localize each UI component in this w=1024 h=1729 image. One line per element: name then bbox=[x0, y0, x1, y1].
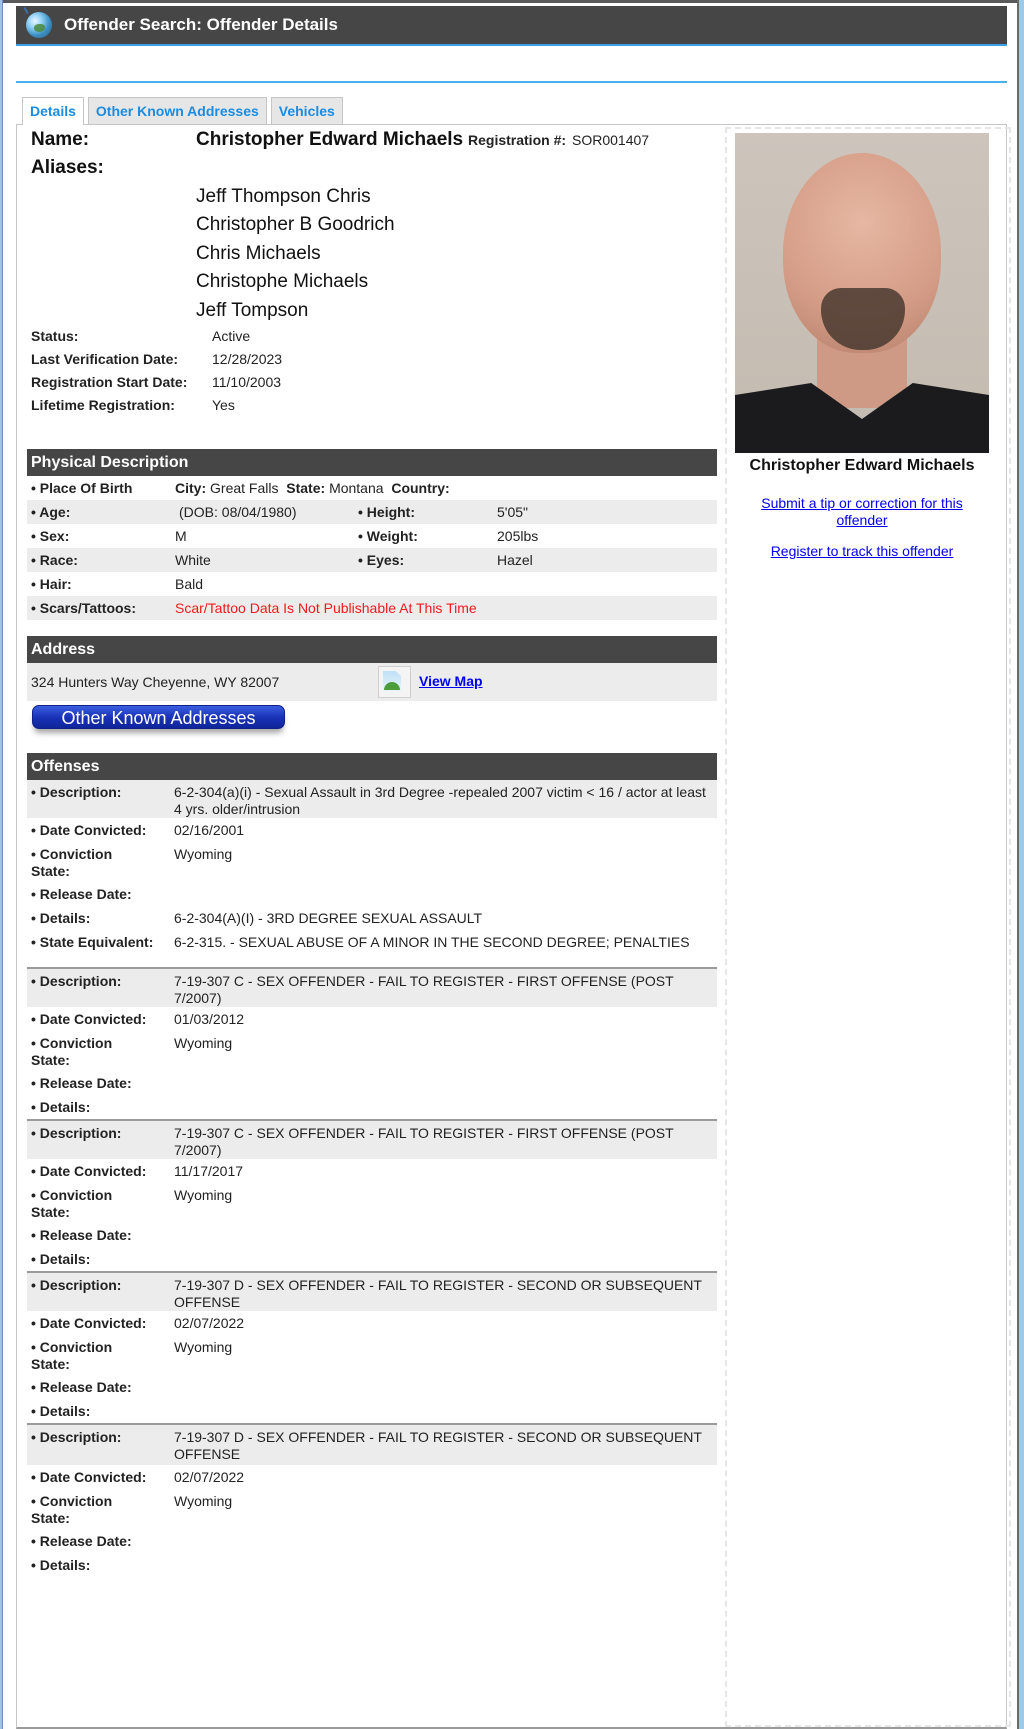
submit-tip-link[interactable]: Submit a tip or correction for this offender bbox=[761, 495, 963, 528]
conviction-state-label: • Conviction State: bbox=[31, 1187, 113, 1220]
last-verification-label: Last Verification Date: bbox=[31, 351, 179, 367]
state-value: Montana bbox=[329, 480, 384, 496]
aliases-label: Aliases: bbox=[31, 157, 104, 178]
description-label: • Description: bbox=[31, 1429, 122, 1445]
registration-start-label: Registration Start Date: bbox=[31, 374, 188, 390]
alias-item: Jeff Thompson Chris bbox=[196, 186, 371, 207]
page-title-bar bbox=[16, 6, 1007, 46]
offense-date-row bbox=[27, 1007, 717, 1031]
place-of-birth-row bbox=[27, 476, 717, 500]
offense-description-row bbox=[27, 1423, 717, 1465]
date-convicted-value: 02/07/2022 bbox=[174, 1469, 245, 1485]
details-label: • Details: bbox=[31, 1557, 91, 1573]
date-convicted-label: • Date Convicted: bbox=[31, 1163, 147, 1179]
view-map-link[interactable]: View Map bbox=[419, 673, 483, 689]
registration-start-value: 11/10/2003 bbox=[212, 374, 282, 390]
details-label: • Details: bbox=[31, 1099, 91, 1115]
sex-label: • Sex: bbox=[31, 528, 70, 544]
age-value: (DOB: 08/04/1980) bbox=[179, 504, 297, 520]
date-convicted-value: 02/16/2001 bbox=[174, 822, 245, 838]
hair-row bbox=[27, 572, 717, 596]
offense-date-row bbox=[27, 818, 717, 842]
physical-description-header: Physical Description bbox=[27, 449, 717, 476]
place-of-birth-label: • Place Of Birth bbox=[31, 480, 133, 496]
lifetime-registration-label: Lifetime Registration: bbox=[31, 397, 175, 413]
lifetime-registration-row bbox=[31, 397, 235, 413]
description-value: 7-19-307 D - SEX OFFENDER - FAIL TO REGISTER - SECOND OR SUBSEQUENT OFFENSE bbox=[174, 1429, 702, 1462]
details-panel bbox=[16, 124, 1007, 1729]
sex-weight-row bbox=[27, 524, 717, 548]
country-label: Country: bbox=[391, 480, 450, 496]
release-date-label: • Release Date: bbox=[31, 1075, 132, 1091]
alias-item: Chris Michaels bbox=[196, 243, 321, 264]
alias-item: Christopher B Goodrich bbox=[196, 214, 395, 235]
offense-state-row bbox=[27, 1031, 717, 1071]
offense-release-row bbox=[27, 1223, 717, 1247]
age-height-row bbox=[27, 500, 717, 524]
date-convicted-label: • Date Convicted: bbox=[31, 1469, 147, 1485]
offense-details-row bbox=[27, 1247, 717, 1271]
date-convicted-value: 01/03/2012 bbox=[174, 1011, 245, 1027]
release-date-label: • Release Date: bbox=[31, 1379, 132, 1395]
scars-tattoos-row bbox=[27, 596, 717, 620]
conviction-state-label: • Conviction State: bbox=[31, 1035, 113, 1068]
details-label: • Details: bbox=[31, 1403, 91, 1419]
address-line: 324 Hunters Way Cheyenne, WY 82007 bbox=[31, 674, 280, 690]
offense-details-row bbox=[27, 1399, 717, 1423]
status-label: Status: bbox=[31, 328, 79, 344]
alias-item: Christophe Michaels bbox=[196, 271, 369, 292]
conviction-state-value: Wyoming bbox=[174, 1187, 233, 1203]
state-label: State: bbox=[286, 480, 326, 496]
offense-release-row bbox=[27, 882, 717, 906]
conviction-state-label: • Conviction State: bbox=[31, 1339, 113, 1372]
offenses-header: Offenses bbox=[27, 753, 717, 780]
status-row bbox=[31, 328, 250, 344]
release-date-label: • Release Date: bbox=[31, 1227, 132, 1243]
scars-tattoos-value: Scar/Tattoo Data Is Not Publishable At This Time bbox=[175, 600, 477, 616]
name-label: Name: bbox=[31, 129, 90, 150]
city-label: City: bbox=[175, 480, 207, 496]
description-label: • Description: bbox=[31, 1277, 122, 1293]
race-eyes-row bbox=[27, 548, 717, 572]
status-value: Active bbox=[212, 328, 251, 344]
description-label: • Description: bbox=[31, 784, 122, 800]
offender-name: Christopher Edward Michaels bbox=[196, 129, 464, 150]
conviction-state-value: Wyoming bbox=[174, 846, 233, 862]
hair-value: Bald bbox=[175, 576, 204, 592]
hair-label: • Hair: bbox=[31, 576, 72, 592]
description-label: • Description: bbox=[31, 1125, 122, 1141]
release-date-label: • Release Date: bbox=[31, 1533, 132, 1549]
conviction-state-value: Wyoming bbox=[174, 1035, 233, 1051]
race-label: • Race: bbox=[31, 552, 78, 568]
window-top-border bbox=[0, 0, 1024, 3]
date-convicted-label: • Date Convicted: bbox=[31, 1315, 147, 1331]
offense-description-row bbox=[27, 780, 717, 818]
offense-details-row bbox=[27, 1095, 717, 1119]
age-label: • Age: bbox=[31, 504, 71, 520]
offense-state-row bbox=[27, 1183, 717, 1223]
eyes-value: Hazel bbox=[497, 552, 533, 568]
offense-state-row bbox=[27, 842, 717, 882]
offense-description-row bbox=[27, 967, 717, 1007]
weight-label: • Weight: bbox=[358, 528, 418, 544]
description-value: 6-2-304(a)(i) - Sexual Assault in 3rd Degree -repealed 2007 victim < 16 / actor at least 4 yrs. older/intrusion bbox=[174, 784, 706, 817]
offense-description-row bbox=[27, 1271, 717, 1311]
description-value: 7-19-307 C - SEX OFFENDER - FAIL TO REGISTER - FIRST OFFENSE (POST 7/2007) bbox=[174, 1125, 674, 1158]
details-label: • Details: bbox=[31, 1251, 91, 1267]
description-value: 7-19-307 D - SEX OFFENDER - FAIL TO REGISTER - SECOND OR SUBSEQUENT OFFENSE bbox=[174, 1277, 702, 1310]
offense-state-row bbox=[27, 1489, 717, 1529]
conviction-state-label: • Conviction State: bbox=[31, 846, 113, 879]
release-date-label: • Release Date: bbox=[31, 886, 132, 902]
height-label: • Height: bbox=[358, 504, 416, 520]
offense-date-row bbox=[27, 1159, 717, 1183]
date-convicted-value: 11/17/2017 bbox=[174, 1163, 244, 1179]
registration-number: SOR001407 bbox=[572, 132, 650, 148]
tab-bar bbox=[22, 97, 343, 125]
offender-photo-sidebar bbox=[725, 127, 1011, 1727]
sex-value: M bbox=[175, 528, 187, 544]
offense-release-row bbox=[27, 1071, 717, 1095]
details-value: 6-2-304(A)(I) - 3RD DEGREE SEXUAL ASSAULT bbox=[174, 910, 483, 926]
globe-icon bbox=[26, 12, 52, 38]
offense-date-row bbox=[27, 1465, 717, 1489]
date-convicted-label: • Date Convicted: bbox=[31, 1011, 147, 1027]
height-value: 5'05" bbox=[497, 504, 529, 520]
window-left-border bbox=[0, 0, 3, 1729]
offense-release-row bbox=[27, 1375, 717, 1399]
tab-details[interactable]: Details bbox=[22, 97, 84, 125]
state-equivalent-value: 6-2-315. - SEXUAL ABUSE OF A MINOR IN THE SECOND DEGREE; PENALTIES bbox=[174, 934, 690, 950]
description-label: • Description: bbox=[31, 973, 122, 989]
offense-description-row bbox=[27, 1119, 717, 1159]
alias-item: Jeff Tompson bbox=[196, 300, 309, 321]
race-value: White bbox=[175, 552, 211, 568]
tab-other-known-addresses[interactable]: Other Known Addresses bbox=[88, 97, 267, 124]
conviction-state-value: Wyoming bbox=[174, 1493, 233, 1509]
last-verification-row bbox=[31, 351, 282, 367]
eyes-label: • Eyes: bbox=[358, 552, 405, 568]
address-row bbox=[27, 663, 717, 701]
divider-rule bbox=[16, 81, 1007, 83]
description-value: 7-19-307 C - SEX OFFENDER - FAIL TO REGISTER - FIRST OFFENSE (POST 7/2007) bbox=[174, 973, 674, 1006]
tab-vehicles[interactable]: Vehicles bbox=[271, 97, 343, 124]
date-convicted-value: 02/07/2022 bbox=[174, 1315, 245, 1331]
window-right-scrollbar-edge[interactable] bbox=[1017, 0, 1024, 1729]
registration-label: Registration #: bbox=[468, 132, 567, 148]
offense-details-row bbox=[27, 1553, 717, 1577]
photo-caption: Christopher Edward Michaels bbox=[749, 457, 975, 474]
register-track-link[interactable]: Register to track this offender bbox=[770, 543, 954, 559]
city-value: Great Falls bbox=[210, 480, 279, 496]
details-label: • Details: bbox=[31, 910, 91, 926]
conviction-state-value: Wyoming bbox=[174, 1339, 233, 1355]
state-equivalent-label: • State Equivalent: bbox=[31, 934, 154, 950]
other-known-addresses-button[interactable]: Other Known Addresses bbox=[32, 705, 285, 729]
offense-state-equivalent-row bbox=[27, 930, 717, 968]
last-verification-value: 12/28/2023 bbox=[212, 351, 283, 367]
offense-release-row bbox=[27, 1529, 717, 1553]
weight-value: 205lbs bbox=[497, 528, 539, 544]
offense-details-row bbox=[27, 906, 717, 930]
offender-photo bbox=[735, 133, 989, 453]
offense-state-row bbox=[27, 1335, 717, 1375]
offense-date-row bbox=[27, 1311, 717, 1335]
page-title: Offender Search: Offender Details bbox=[64, 15, 338, 34]
broken-image-icon[interactable] bbox=[378, 666, 411, 698]
registration-start-row bbox=[31, 374, 281, 390]
conviction-state-label: • Conviction State: bbox=[31, 1493, 113, 1526]
address-header: Address bbox=[27, 636, 717, 663]
date-convicted-label: • Date Convicted: bbox=[31, 822, 147, 838]
place-of-birth-value bbox=[175, 476, 450, 500]
lifetime-registration-value: Yes bbox=[212, 397, 235, 413]
scars-tattoos-label: • Scars/Tattoos: bbox=[31, 600, 136, 616]
